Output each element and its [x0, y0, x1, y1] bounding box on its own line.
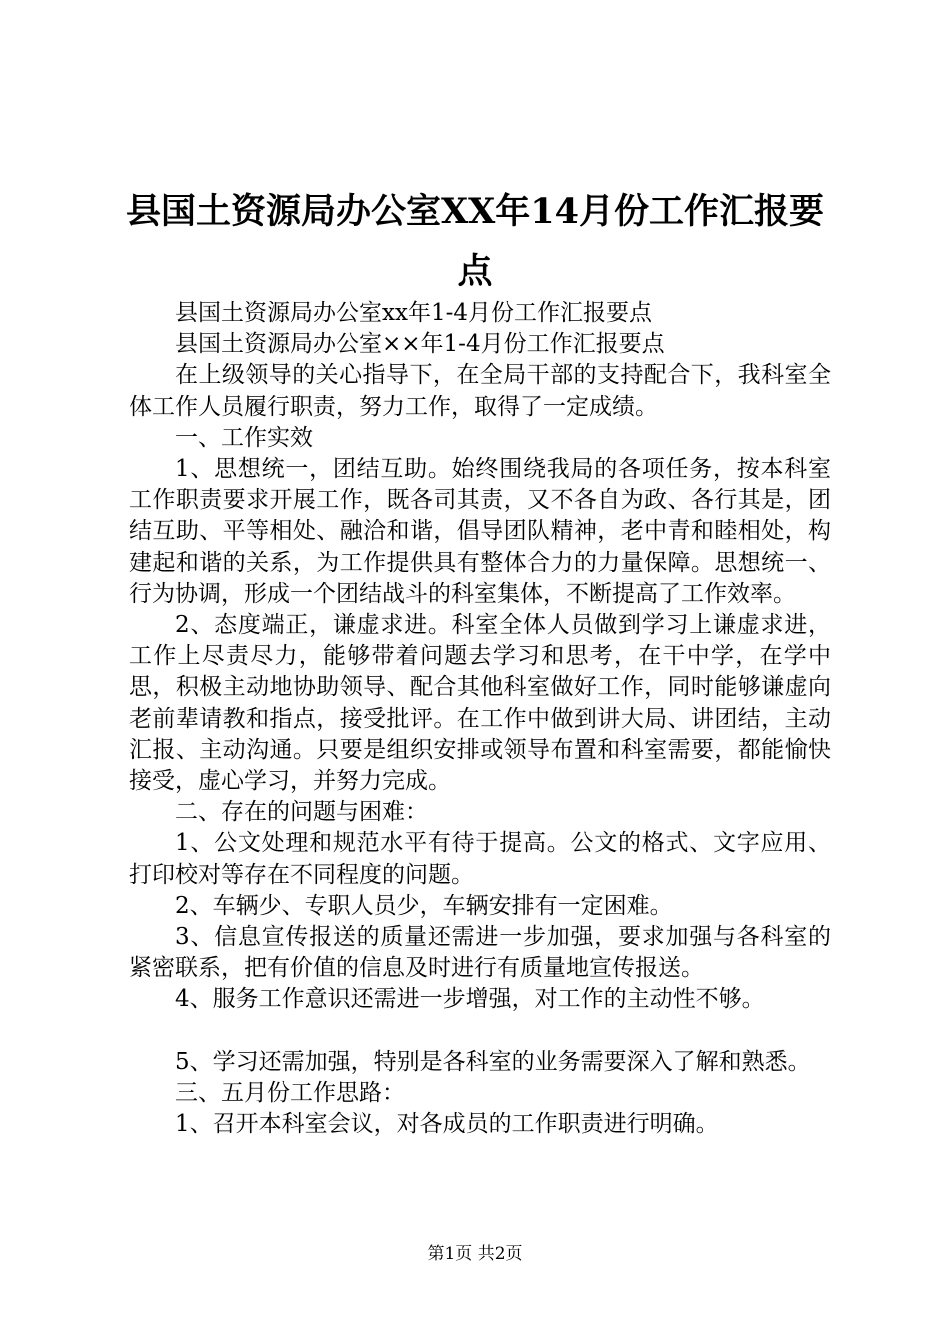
section-heading-1: 一、工作实效: [175, 424, 313, 451]
section-heading-2: 二、存在的问题与困难：: [175, 799, 428, 826]
paragraph-item: 2、车辆少、专职人员少，车辆安排有一定困难。: [175, 892, 673, 919]
paragraph-item: 3、信息宣传报送的质量还需进一步加强，要求加强与各科室的紧密联系，把有价值的信息及时进行有质量地宣传报送。: [129, 924, 831, 982]
paragraph-item: 5、学习还需加强，特别是各科室的业务需要深入了解和熟悉。: [175, 1048, 811, 1075]
paragraph-subtitle-2: 县国土资源局办公室××年1-4月份工作汇报要点: [175, 331, 665, 358]
section-heading-3: 三、五月份工作思路：: [175, 1080, 405, 1107]
paragraph-item: 1、公文处理和规范水平有待于提高。公文的格式、文字应用、打印校对等存在不同程度的问题。: [129, 830, 831, 888]
paragraph-item: 1、召开本科室会议，对各成员的工作职责进行明确。: [175, 1111, 719, 1138]
paragraph-subtitle-1: 县国土资源局办公室xx年1-4月份工作汇报要点: [175, 300, 652, 326]
paragraph-item: 2、态度端正，谦虚求进。科室全体人员做到学习上谦虚求进，工作上尽责尽力，能够带着问题去学习和思考，在干中学，在学中思，积极主动地协助领导、配合其他科室做好工作，同时能够谦虚向老前辈请教和指点，接受批评。在工作中做到讲大局、讲团结，主动汇报、主动沟通。只要是组织安排或领导布置和科室需要，都能愉快接受，虚心学习，并努力完成。: [129, 612, 831, 795]
paragraph-intro: 在上级领导的关心指导下，在全局干部的支持配合下，我科室全体工作人员履行职责，努力工作，取得了一定成绩。: [129, 362, 831, 420]
paragraph-item: 4、服务工作意识还需进一步增强，对工作的主动性不够。: [175, 986, 765, 1013]
document-body: [129, 298, 831, 1140]
document-title: 县国土资源局办公室XX年14月份工作汇报要点: [125, 191, 825, 292]
page-footer: 第1页 共2页: [427, 1244, 523, 1264]
blank-line: [129, 1016, 831, 1047]
paragraph-item: 1、思想统一，团结互助。始终围绕我局的各项任务，按本科室工作职责要求开展工作，既各司其责，又不各自为政、各行其是，团结互助、平等相处、融洽和谐，倡导团队精神，老中青和睦相处，构建起和谐的关系，为工作提供具有整体合力的力量保障。思想统一、行为协调，形成一个团结战斗的科室集体，不断提高了工作效率。: [129, 456, 831, 607]
